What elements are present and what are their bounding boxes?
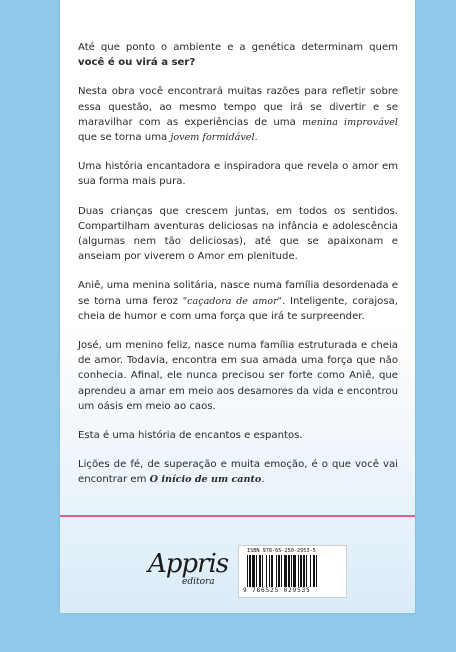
text-span: . [254, 132, 258, 144]
bold-text: você é ou virá a ser? [78, 57, 196, 69]
synopsis-text [78, 40, 398, 502]
back-cover [60, 0, 415, 613]
text-span: Até que ponto o ambiente e a genética determinam quem [78, 42, 398, 53]
barcode-bar [252, 555, 255, 587]
barcode-bar [316, 555, 317, 587]
divider-rule [60, 515, 415, 517]
text-span: Nesta obra você encontrará muitas razões para refletir sobre essa questão, ao mesmo tempo que irá se divertir e se maravilhar com as experiências de uma [78, 86, 398, 128]
paragraph-1 [78, 40, 398, 70]
text-span: Lições de fé, de superação e muita emoção, é o que você vai encontrar em [78, 459, 398, 486]
barcode-bar [281, 555, 282, 587]
barcode-bar [291, 555, 292, 587]
paragraph-6: José, um menino feliz, nasce numa família estruturada e cheia de amor. Todavia, encontra em sua amada uma força que não conhecia. Afinal, ele nunca precisou ser forte como Aniê, que aprendeu a amar em meio aos desamores da vida e encontrou um oásis em meio ao caos. [78, 340, 398, 412]
barcode-bar [271, 555, 273, 587]
barcode-bar [278, 555, 280, 587]
paragraph-3: Uma história encantadora e inspiradora que revela o amor em sua forma mais pura. [78, 161, 398, 188]
paragraph-5 [78, 278, 398, 324]
barcode-bar [247, 555, 248, 587]
text-span: . [261, 474, 265, 486]
text-span: Aniê, uma menina solitária, nasce numa família desordenada e se torna uma feroz [78, 280, 398, 307]
barcode-bar [269, 555, 270, 587]
paragraph-8 [78, 457, 398, 487]
paragraph-2 [78, 84, 398, 145]
book-title: O início de um canto [149, 474, 262, 486]
barcode-bar [262, 555, 263, 587]
barcode-digits: 9 786525 029535 [243, 587, 311, 594]
logo-subtitle: editora [182, 577, 215, 587]
isbn-barcode [238, 545, 347, 598]
barcode-bar [310, 555, 311, 587]
barcode-bar [306, 555, 307, 587]
barcode-bar [303, 555, 305, 587]
logo-wordmark: Appris [148, 549, 229, 579]
barcode-bar [249, 555, 251, 587]
barcode-bar [256, 555, 257, 587]
text-span: que se torna uma [78, 132, 171, 144]
barcode-bar [298, 555, 299, 587]
barcode-bars [247, 555, 339, 587]
barcode-bar [266, 555, 267, 587]
text-span: . Inteligente, corajosa, cheia de humor e com uma força que irá te surpreender. [78, 295, 398, 322]
barcode-bar [259, 555, 261, 587]
barcode-bar [288, 555, 290, 587]
barcode-bar [300, 555, 302, 587]
paragraph-4: Duas crianças que crescem juntas, em todos os sentidos. Compartilham aventuras deliciosas na infância e adolescência (algumas nem tão deliciosas), até que se apaixonam e anseiam por viverem o Amor em plenitude. [78, 205, 398, 263]
isbn-label: ISBN 978-65-250-2953-5 [247, 548, 316, 554]
italic-text: jovem formidável [170, 132, 255, 144]
barcode-bar [284, 555, 287, 587]
barcode-bar [293, 555, 296, 587]
italic-text: menina improvável [302, 116, 398, 128]
publisher-logo [140, 543, 230, 593]
barcode-bar [313, 555, 315, 587]
italic-text: "caçadora de amor" [182, 295, 283, 307]
barcode-bar [276, 555, 277, 587]
paragraph-7: Esta é uma história de encantos e espantos. [78, 430, 303, 442]
